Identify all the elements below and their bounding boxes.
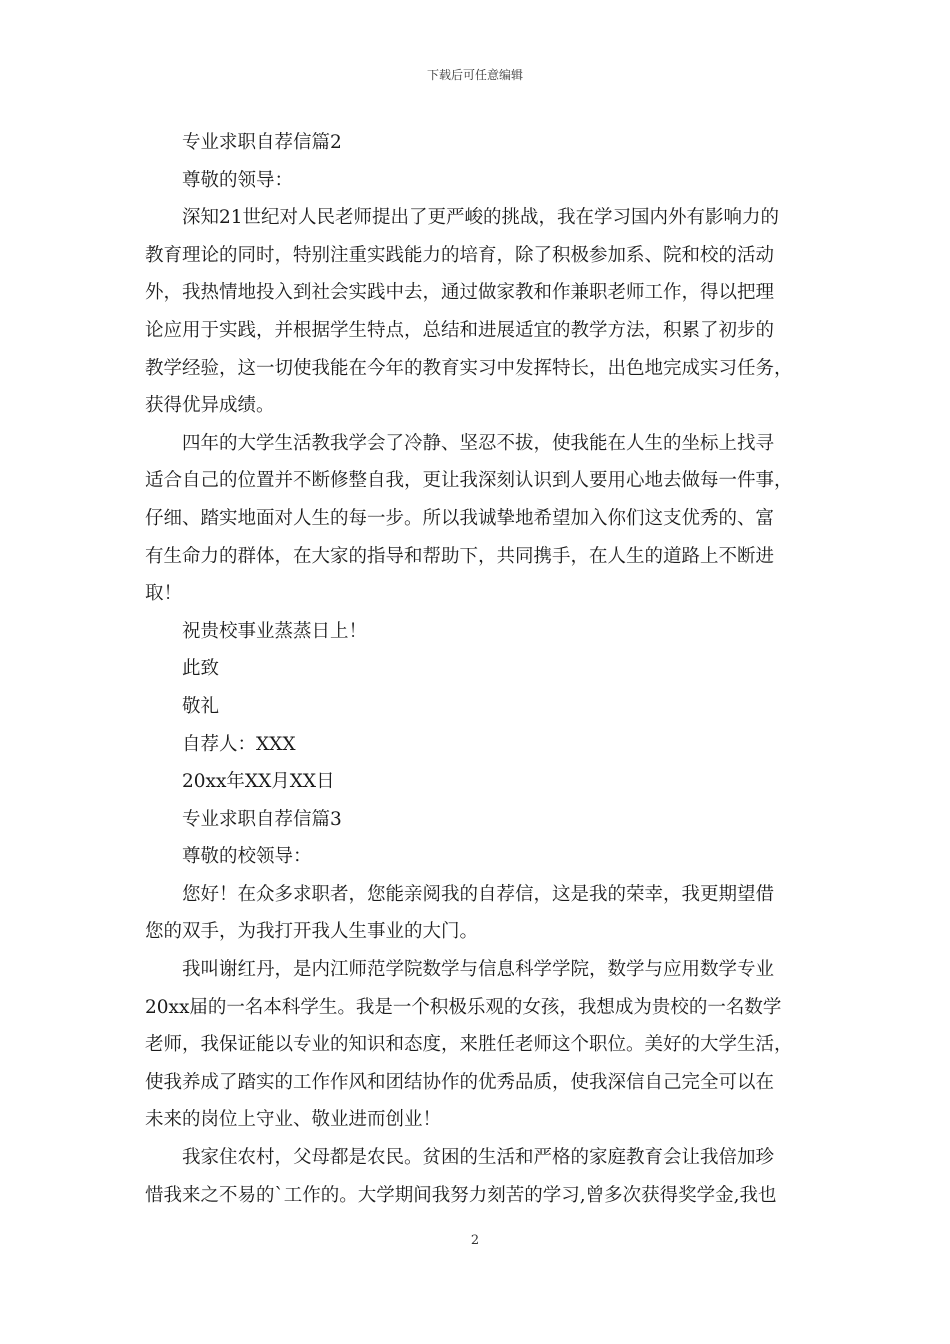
document-line: 尊敬的校领导：: [182, 846, 312, 868]
document-line: 适合自己的位置并不断修整自我，更让我深刻认识到人要用心地去做每一件事，: [145, 470, 793, 492]
document-line: 祝贵校事业蒸蒸日上！: [182, 620, 368, 642]
document-line: 20xx届的一名本科学生。我是一个积极乐观的女孩，我想成为贵校的一名数学: [145, 996, 782, 1018]
document-line: 敬礼: [182, 695, 220, 717]
document-line: 专业求职自荐信篇3: [182, 808, 342, 830]
document-line: 仔细、踏实地面对人生的每一步。所以我诚挚地希望加入你们这支优秀的、富: [145, 507, 775, 529]
document-line: 我叫谢红丹，是内江师范学院数学与信息科学学院，数学与应用数学专业: [182, 959, 775, 981]
document-body: [145, 124, 825, 1214]
document-line: 有生命力的群体，在大家的指导和帮助下，共同携手，在人生的道路上不断进: [145, 545, 775, 567]
document-line: 我家住农村，父母都是农民。贫困的生活和严格的家庭教育会让我倍加珍: [182, 1147, 775, 1169]
document-line: 外，我热情地投入到社会实践中去，通过做家教和作兼职老师工作，得以把理: [145, 282, 775, 304]
page-number: 2: [470, 1233, 480, 1248]
document-line: 老师，我保证能以专业的知识和态度，来胜任老师这个职位。美好的大学生活，: [145, 1034, 793, 1056]
document-line: 您的双手，为我打开我人生事业的大门。: [145, 921, 479, 943]
document-line: 惜我来之不易的`工作的。大学期间我努力刻苦的学习,曾多次获得奖学金,我也: [145, 1184, 777, 1206]
document-line: 四年的大学生活教我学会了冷静、坚忍不拔，使我能在人生的坐标上找寻: [182, 432, 775, 454]
document-line: 此致: [182, 658, 220, 680]
document-line: 论应用于实践，并根据学生特点，总结和进展适宜的教学方法，积累了初步的: [145, 319, 775, 341]
document-line: 深知21世纪对人民老师提出了更严峻的挑战，我在学习国内外有影响力的: [182, 207, 780, 229]
page-header-note: 下载后可任意编辑: [426, 68, 523, 82]
document-line: 未来的岗位上守业、敬业进而创业！: [145, 1109, 442, 1131]
document-line: 20xx年XX月XX日: [182, 771, 335, 793]
document-line: 专业求职自荐信篇2: [182, 132, 342, 153]
document-line: 尊敬的领导：: [182, 169, 294, 191]
document-line: 取！: [145, 583, 183, 605]
document-line: 您好！在众多求职者，您能亲阅我的自荐信，这是我的荣幸，我更期望借: [182, 883, 775, 905]
document-line: 教学经验，这一切使我能在今年的教育实习中发挥特长，出色地完成实习任务，: [145, 357, 793, 379]
document-line: 自荐人：XXX: [182, 733, 296, 755]
document-line: 使我养成了踏实的工作作风和团结协作的优秀品质，使我深信自己完全可以在: [145, 1071, 775, 1093]
document-line: 获得优异成绩。: [145, 395, 275, 417]
document-line: 教育理论的同时，特别注重实践能力的培育，除了积极参加系、院和校的活动: [145, 244, 775, 266]
